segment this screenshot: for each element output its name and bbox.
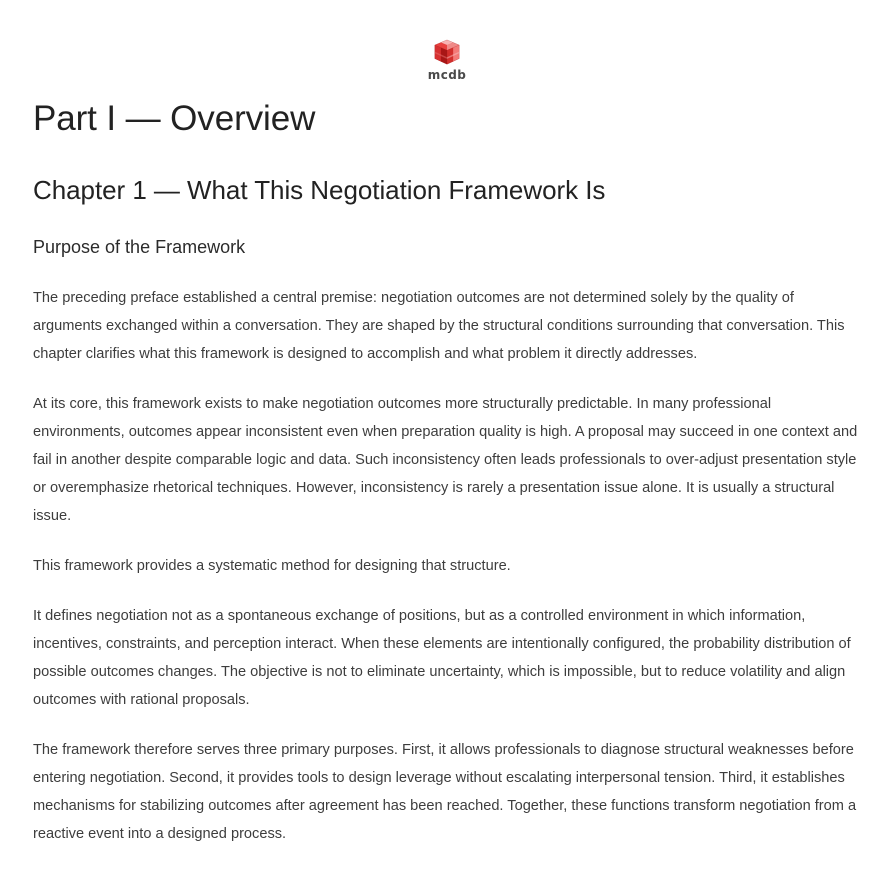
part-title: Part I — Overview (33, 99, 316, 138)
cube-logo-icon (432, 38, 462, 68)
body-paragraph: At its core, this framework exists to make negotiation outcomes more structurally predictable. In many professional environments, outcomes appear inconsistent even when preparation quality is high. A proposal may succeed in one context and fail in another despite comparable logic and data. Such inconsistency often leads professionals to over-adjust presentation style or overemphasize rhetorical techniques. However, inconsistency is rarely a presentation issue alone. It is usually a structural issue. (33, 395, 858, 524)
body-paragraph: This framework provides a systematic method for designing that structure. (33, 557, 511, 574)
body-paragraph: It defines negotiation not as a spontaneous exchange of positions, but as a controlled environment in which information, incentives, constraints, and perception interact. When these elements are intentionally configured, the probability distribution of possible outcomes changes. The objective is not to eliminate uncertainty, which is impossible, but to reduce volatility and align outcomes with rational proposals. (33, 607, 851, 708)
section-title: Purpose of the Framework (33, 237, 246, 258)
brand-logo (33, 0, 861, 83)
body-paragraph: The preceding preface established a central premise: negotiation outcomes are not determined solely by the quality of arguments exchanged within a conversation. They are shaped by the structural conditions surrounding that conversation. This chapter clarifies what this framework is designed to accomplish and what problem it directly addresses. (33, 289, 845, 362)
brand-wordmark: mcdb (427, 68, 467, 82)
chapter-title: Chapter 1 — What This Negotiation Framework Is (33, 175, 606, 206)
body-paragraph: The framework therefore serves three primary purposes. First, it allows professionals to diagnose structural weaknesses before entering negotiation. Second, it provides tools to design leverage without escalating interpersonal tension. Third, it establishes mechanisms for stabilizing outcomes after agreement has been reached. Together, these functions transform negotiation from a reactive event into a designed process. (33, 741, 857, 842)
